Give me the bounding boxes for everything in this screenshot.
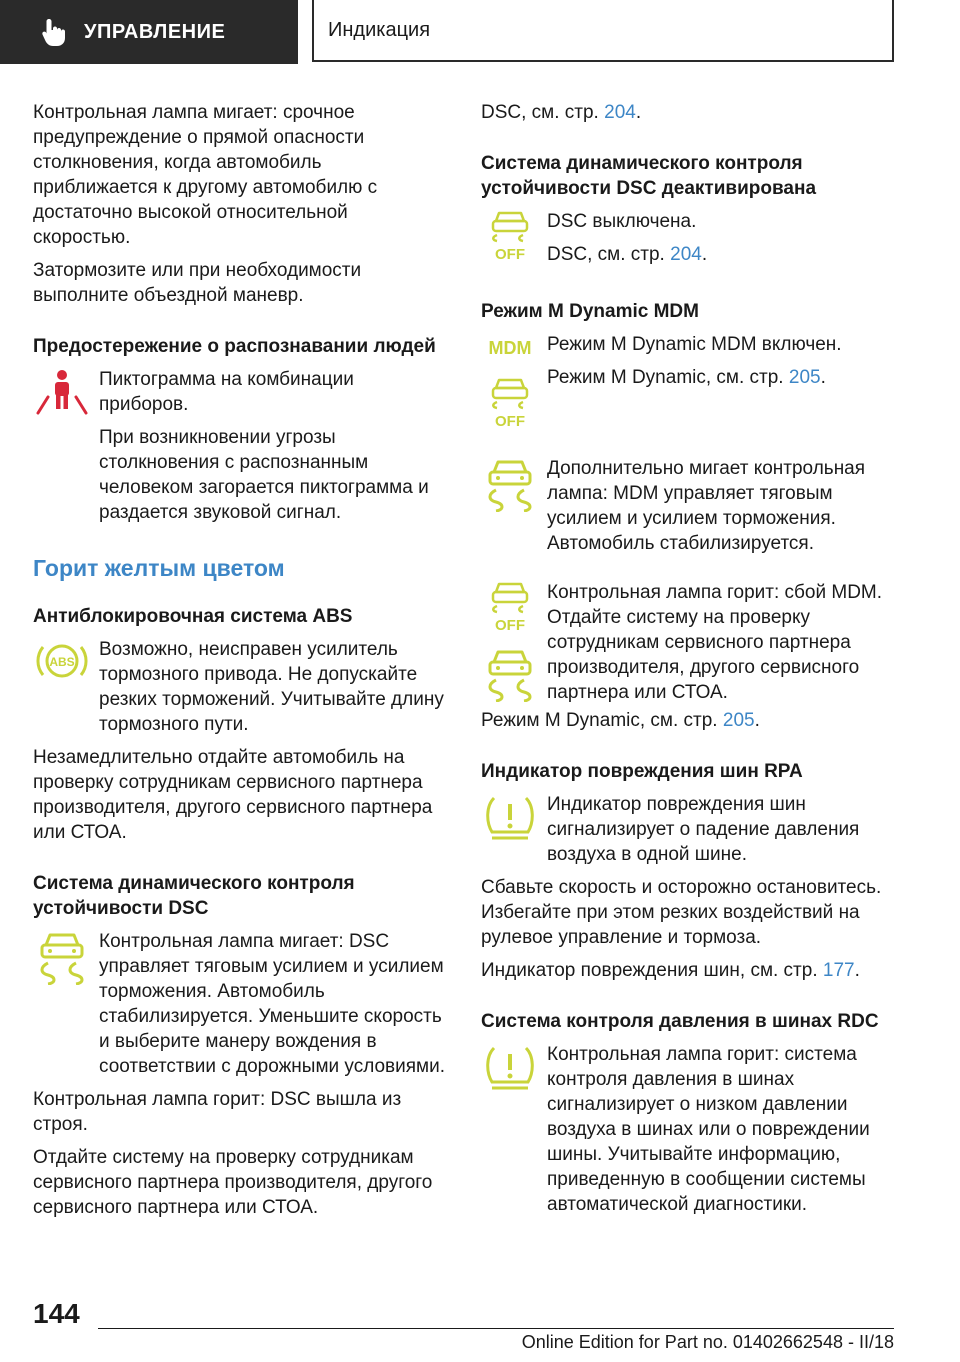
paragraph: Индикатор повреждения шин, см. стр. 177. bbox=[481, 960, 860, 981]
off-icon-label: OFF bbox=[495, 413, 525, 428]
page-link[interactable]: 177 bbox=[822, 960, 855, 981]
dsc-off-icon bbox=[487, 209, 533, 261]
indicator-dsc-flash bbox=[481, 456, 895, 556]
heading-mdm: Режим M Dynamic MDM bbox=[481, 301, 699, 322]
topic-tab bbox=[312, 0, 894, 62]
heading-dsc-off: Система динамического контроля устойчивости DSC деактивирована bbox=[481, 153, 817, 199]
section-label: УПРАВЛЕНИЕ bbox=[84, 20, 226, 43]
heading-dsc: Система динамического контроля устойчивости DSC bbox=[33, 873, 355, 919]
page-link[interactable]: 205 bbox=[788, 367, 821, 388]
tire-warning-icon bbox=[484, 792, 536, 842]
heading-rpa: Индикатор повреждения шин RPA bbox=[481, 761, 803, 782]
paragraph: Дополнительно мигает контрольная лампа: MDM управляет тяговым усилием и усилием торможения. Автомобиль стабилизируется. bbox=[547, 458, 866, 554]
topic-label: Индикация bbox=[328, 18, 431, 41]
heading-people-warning: Предостережение о распознавании людей bbox=[33, 336, 436, 357]
paragraph: Контрольная лампа мигает: DSC управляет тяговым усилием и усилием торможения. Автомобиль стабилизируется. Уменьшите скорость и выберите манеру вождения в соответствии с дорожными условиями. bbox=[99, 931, 446, 1077]
indicator-abs bbox=[33, 637, 447, 737]
paragraph: Пиктограмма на комбинации приборов. bbox=[99, 369, 354, 415]
paragraph: Режим M Dynamic, см. стр. 205. bbox=[481, 710, 760, 731]
hand-pointer-icon bbox=[40, 17, 68, 47]
paragraph: Затормозите или при необходимости выполните объездной маневр. bbox=[33, 260, 362, 306]
mdm-icon bbox=[482, 332, 538, 362]
left-column bbox=[33, 100, 447, 1228]
paragraph: Контрольная лампа мигает: срочное предупреждение о прямой опасности столкновения, когда автомобиль приближается к другому автомобилю с достаточно высокой относительной скоростью. bbox=[33, 102, 378, 248]
indicator-rpa bbox=[481, 792, 895, 867]
page-number: 144 bbox=[33, 1298, 80, 1329]
off-icon-label: OFF bbox=[495, 246, 525, 261]
ref-text: Индикатор повреждения шин, см. стр. bbox=[481, 960, 823, 981]
footer-edition: Online Edition for Part no. 01402662548 - II/18 bbox=[521, 1332, 894, 1352]
ref-text: Режим M Dynamic, см. стр. bbox=[547, 367, 789, 388]
indicator-dsc bbox=[33, 929, 447, 1079]
off-icon-label: OFF bbox=[495, 617, 525, 632]
ref-text: DSC, см. стр. bbox=[547, 244, 671, 265]
paragraph: Режим M Dynamic MDM включен. bbox=[547, 334, 842, 355]
pedestrian-warning-icon bbox=[34, 367, 90, 417]
indicator-rdc bbox=[481, 1042, 895, 1217]
paragraph: DSC, см. стр. 204. bbox=[481, 102, 642, 123]
tire-warning-icon bbox=[484, 1042, 536, 1092]
section-tab bbox=[0, 0, 298, 64]
paragraph: Контрольная лампа горит: DSC вышла из строя. bbox=[33, 1089, 402, 1135]
abs-icon-label: ABS bbox=[49, 655, 75, 669]
heading-yellow: Горит желтым цветом bbox=[33, 555, 285, 581]
page-link[interactable]: 204 bbox=[604, 102, 636, 123]
indicator-mdm bbox=[481, 332, 895, 456]
dsc-off-icon bbox=[487, 580, 533, 632]
ref-text: DSC, см. стр. bbox=[481, 102, 605, 123]
ref-text: Режим M Dynamic, см. стр. bbox=[481, 710, 723, 731]
abs-icon bbox=[34, 637, 90, 685]
paragraph: Отдайте систему на проверку сотрудникам сервисного партнера производителя, другого сервисного партнера или СТОА. bbox=[33, 1147, 433, 1218]
page-header bbox=[0, 0, 960, 66]
paragraph: Незамедлительно отдайте автомобиль на проверку сотрудникам сервисного партнера производителя, другого сервисного партнера или СТОА. bbox=[33, 747, 433, 843]
dsc-skid-icon bbox=[484, 456, 536, 512]
dsc-off-icon bbox=[487, 376, 533, 428]
mdm-icon-label: MDM bbox=[488, 338, 532, 358]
heading-abs: Антиблокировочная система ABS bbox=[33, 606, 353, 627]
right-column bbox=[481, 100, 895, 1225]
dsc-skid-icon bbox=[36, 929, 88, 985]
page-link[interactable]: 205 bbox=[722, 710, 755, 731]
paragraph: DSC выключена. bbox=[547, 211, 697, 232]
indicator-people bbox=[33, 367, 447, 417]
indicator-mdm-fault bbox=[481, 580, 895, 708]
indicator-dsc-off bbox=[481, 209, 895, 273]
paragraph: Контрольная лампа горит: система контроля давления в шинах сигнализирует о низком давлении воздуха в шинах или о повреждении шины. Учитывайте информацию, приведенную в сообщении системы автоматической диагностики. bbox=[547, 1044, 870, 1215]
dsc-skid-icon bbox=[484, 646, 536, 702]
paragraph: Контрольная лампа горит: сбой MDM. Отдайте систему на проверку сотрудникам сервисного партнера производителя, другого сервисного партнера или СТОА. bbox=[547, 582, 883, 703]
paragraph: DSC, см. стр. 204. bbox=[547, 244, 708, 265]
paragraph: Режим M Dynamic, см. стр. 205. bbox=[547, 367, 826, 388]
paragraph: Индикатор повреждения шин сигнализирует о падение давления воздуха в одной шине. bbox=[547, 794, 860, 865]
paragraph: Сбавьте скорость и осторожно остановитесь. Избегайте при этом резких воздействий на рулевое управление и тормоза. bbox=[481, 877, 882, 948]
heading-rdc: Система контроля давления в шинах RDC bbox=[481, 1011, 879, 1032]
page-link[interactable]: 204 bbox=[670, 244, 702, 265]
paragraph: Возможно, неисправен усилитель тормозного привода. Не допускайте резких торможений. Учитывайте длину тормозного пути. bbox=[99, 639, 444, 735]
paragraph: При возникновении угрозы столкновения с распознанным человеком загорается пиктограмма и раздается звуковой сигнал. bbox=[99, 427, 429, 523]
footer-divider bbox=[98, 1328, 894, 1329]
